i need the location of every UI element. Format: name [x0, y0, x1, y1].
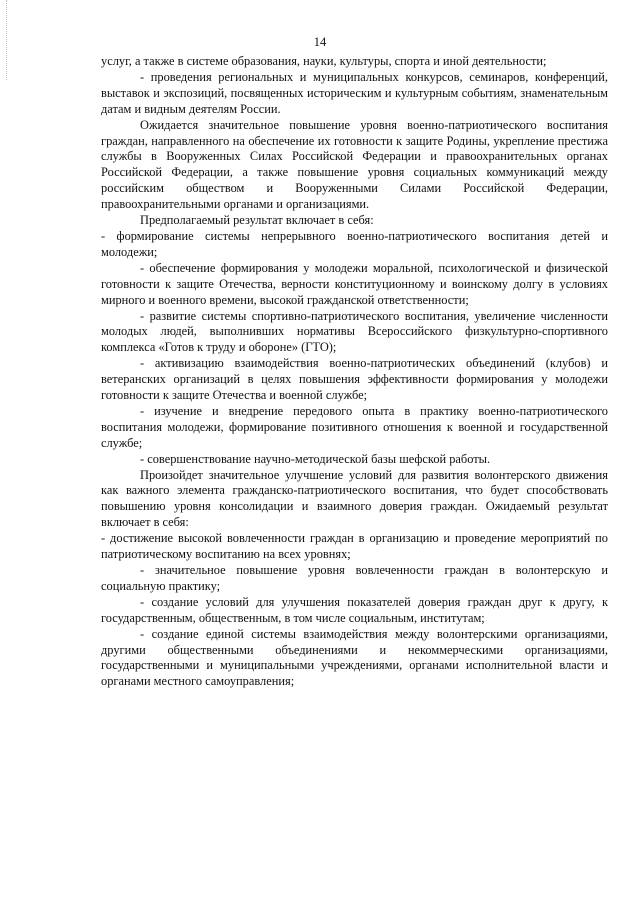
list-item: - достижение высокой вовлеченности граждан в организацию и проведение мероприятий по патриотическому воспитанию на всех уровнях;: [101, 531, 608, 562]
page-number: 14: [313, 35, 327, 49]
list-item: - обеспечение формирования у молодежи моральной, психологической и физической готовности к защите Отечества, верности конституционному и воинскому долгу в условиях мирного и военного времени, высокой гражданской ответственности;: [101, 260, 608, 307]
list-item: - создание условий для улучшения показателей доверия граждан друг к другу, к государственным, общественным, в том числе социальным, институтам;: [101, 594, 608, 625]
paragraph: Произойдет значительное улучшение условий для развития волонтерского движения как важного элемента гражданско-патриотического воспитания, что будет способствовать повышению уровня консолидации и взаимного доверия граждан. Ожидаемый результат включает в себя:: [101, 467, 608, 530]
list-item: - совершенствование научно-методической базы шефской работы.: [140, 451, 491, 466]
paragraph: услуг, а также в системе образования, науки, культуры, спорта и иной деятельности;: [101, 54, 547, 68]
list-item: - формирование системы непрерывного военно-патриотического воспитания детей и молодежи;: [101, 228, 608, 259]
paragraph: Ожидается значительное повышение уровня военно-патриотического воспитания граждан, направленного на обеспечение их готовности к защите Родины, укрепление престижа службы в Вооруженных Силах Российской Федерации и правоохранительных органах Российской Федерации, а также повышение уровня социальных коммуникаций между российским обществом и Вооруженными Силами Российской Федерации, правоохранительными органами и организациями.: [101, 117, 608, 212]
list-item: - активизацию взаимодействия военно-патриотических объединений (клубов) и ветеранских организаций в целях повышения эффективности формирования у молодежи готовности к защите Отечества и военной службе;: [101, 356, 608, 403]
list-item: - изучение и внедрение передового опыта в практику военно-патриотического воспитания молодежи, формирование позитивного отношения к военной и государственной службе;: [101, 403, 608, 450]
paragraph: Предполагаемый результат включает в себя:: [140, 213, 374, 228]
list-item: - значительное повышение уровня вовлеченности граждан в волонтерскую и социальную практику;: [101, 563, 608, 593]
list-item: - проведения региональных и муниципальных конкурсов, семинаров, конференций, выставок и экспозиций, посвященных историческим и культурным событиям, знаменательным датам и видным деятелям России.: [101, 69, 608, 116]
list-item: - развитие системы спортивно-патриотического воспитания, увеличение численности молодых людей, выполнивших нормативы Всероссийского физкультурно-спортивного комплекса «Готов к труду и обороне» (ГТО);: [101, 308, 608, 355]
document-body: [101, 54, 608, 690]
list-item: - создание единой системы взаимодействия между волонтерскими организациями, другими общественными объединениями и некоммерческими организациями, государственными и муниципальными учреждениями, органами исполнительной власти и органами местного самоуправления;: [101, 626, 608, 689]
